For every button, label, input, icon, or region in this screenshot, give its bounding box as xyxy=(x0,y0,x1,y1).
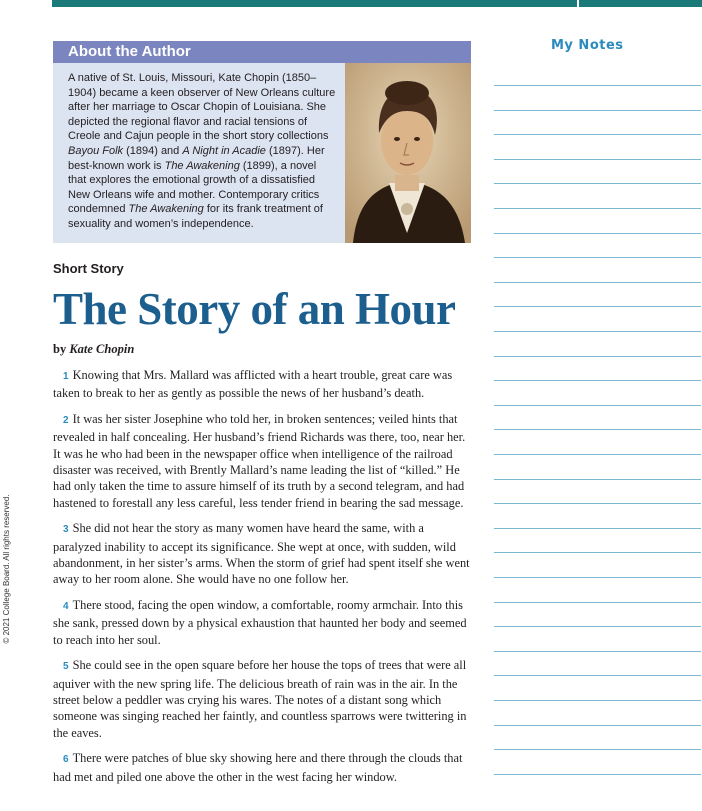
top-accent-bar xyxy=(52,0,577,7)
paragraph-number: 1 xyxy=(63,371,69,382)
notes-line[interactable] xyxy=(494,405,701,406)
notes-line[interactable] xyxy=(494,183,701,184)
about-author-text-run: (1894) and xyxy=(123,144,183,157)
about-author-line xyxy=(68,217,346,232)
about-author-text-run: 1904) became a keen observer of New Orleans culture xyxy=(68,86,336,99)
about-author-box xyxy=(53,41,471,243)
notes-line[interactable] xyxy=(494,110,701,111)
about-author-text-run: Creole and Cajun people in the short story collections xyxy=(68,130,329,143)
notes-line[interactable] xyxy=(494,552,701,553)
notes-line[interactable] xyxy=(494,208,701,209)
notes-line[interactable] xyxy=(494,528,701,529)
paragraph-number: 6 xyxy=(63,754,69,766)
about-author-text-run: New Orleans wife and mother. Contemporary critics xyxy=(68,188,320,201)
about-author-line xyxy=(68,71,346,86)
about-author-line xyxy=(68,173,346,188)
notes-line[interactable] xyxy=(494,602,701,603)
notes-line[interactable] xyxy=(494,577,701,578)
about-author-line xyxy=(68,129,346,144)
notes-line[interactable] xyxy=(494,356,701,357)
paragraph-text: She could see in the open square before her house the tops of trees that were all aquiver with the new spring life. The delicious breath of rain was in the air. In the street below a peddler was crying his wares. The notes of a distant song which someone was singing reached her faintly, and countless sparrows were twittering in the eaves. xyxy=(53,658,467,740)
story-title: The Story of an Hour xyxy=(53,284,456,334)
story-paragraph xyxy=(53,657,470,741)
story-paragraph xyxy=(53,520,470,588)
paragraph-number: 3 xyxy=(63,524,69,536)
paragraph-number: 2 xyxy=(63,414,69,426)
notes-line[interactable] xyxy=(494,282,701,283)
about-author-line xyxy=(68,100,346,115)
about-author-line xyxy=(68,115,346,130)
story-paragraph xyxy=(53,750,470,785)
story-paragraph xyxy=(53,411,470,511)
about-author-text-run: best-known work is xyxy=(68,159,165,172)
about-author-text-run: A native of St. Louis, Missouri, Kate Chopin (1850– xyxy=(68,72,317,84)
notes-line[interactable] xyxy=(494,134,701,135)
about-author-text-run: (1897). Her xyxy=(265,144,325,157)
notes-line[interactable] xyxy=(494,725,701,726)
notes-line[interactable] xyxy=(494,700,701,701)
about-author-line xyxy=(68,188,346,203)
about-author-text-run: condemned xyxy=(68,203,129,216)
notes-line[interactable] xyxy=(494,503,701,504)
about-author-line xyxy=(68,159,346,174)
story-paragraph xyxy=(53,597,470,648)
work-title: Bayou Folk xyxy=(68,144,124,157)
work-title: The Awakening xyxy=(164,159,240,172)
notes-line[interactable] xyxy=(494,331,701,332)
author-portrait-icon xyxy=(345,63,471,243)
notes-line[interactable] xyxy=(494,675,701,676)
notes-line[interactable] xyxy=(494,479,701,480)
about-author-heading: About the Author xyxy=(53,41,471,63)
notes-line[interactable] xyxy=(494,651,701,652)
paragraph-text: There were patches of blue sky showing here and there through the clouds that had met and piled one above the other in the west facing her window. xyxy=(53,751,463,784)
notes-line[interactable] xyxy=(494,454,701,455)
notes-line[interactable] xyxy=(494,306,701,307)
notes-line[interactable] xyxy=(494,380,701,381)
about-author-text-run: (1899), a novel xyxy=(239,159,317,172)
my-notes-heading: My Notes xyxy=(551,38,624,53)
notes-line[interactable] xyxy=(494,85,701,86)
notes-line[interactable] xyxy=(494,774,701,775)
notes-line[interactable] xyxy=(494,749,701,750)
copyright-notice: © 2021 College Board. All rights reserved. xyxy=(2,494,11,644)
paragraph-text: She did not hear the story as many women have heard the same, with a paralyzed inability to accept its significance. She wept at once, with sudden, wild abandonment, in her sister’s arms. When the storm of grief had spent itself she went away to her room alone. She would have no one follow her. xyxy=(53,521,470,587)
notes-line[interactable] xyxy=(494,626,701,627)
byline-author: Kate Chopin xyxy=(69,342,135,356)
notes-line[interactable] xyxy=(494,429,701,430)
about-author-line xyxy=(68,144,346,159)
genre-label: Short Story xyxy=(53,261,124,276)
about-author-text xyxy=(68,71,346,232)
paragraph-text: Knowing that Mrs. Mallard was afflicted with a heart trouble, great care was taken to break to her as gently as possible the news of her husband’s death. xyxy=(53,368,453,401)
notes-line[interactable] xyxy=(494,159,701,160)
byline-prefix: by xyxy=(53,342,70,356)
notes-line[interactable] xyxy=(494,233,701,234)
work-title: A Night in Acadie xyxy=(182,144,266,157)
about-author-text-run: that explores the emotional growth of a dissatisfied xyxy=(68,174,316,187)
paragraph-text: There stood, facing the open window, a comfortable, roomy armchair. Into this she sank, pressed down by a physical exhaustion that haunted her body and seemed to reach into her soul. xyxy=(53,597,467,647)
paragraph-number: 5 xyxy=(63,661,69,673)
about-author-text-run: for its frank treatment of xyxy=(203,203,323,216)
work-title: The Awakening xyxy=(128,203,204,216)
paragraph-text: It was her sister Josephine who told her, in broken sentences; veiled hints that revealed in half concealing. Her husband’s friend Richards was there, too, near her. It was he who had been in the newspaper office when intelligence of the railroad disaster was received, with Brently Mallard’s name leading the list of “killed.” He had only taken the time to assure himself of its truth by a second telegram, and had hastened to forestall any less careful, less tender friend in bearing the sad message. xyxy=(53,411,466,510)
notes-line[interactable] xyxy=(494,257,701,258)
story-body xyxy=(53,367,470,794)
about-author-line xyxy=(68,86,346,101)
story-paragraph xyxy=(53,367,470,402)
about-author-text-run: depicted the regional flavor and racial tensions of xyxy=(68,115,308,128)
top-accent-bar-notes xyxy=(579,0,702,7)
about-author-text-run: sexuality and women’s independence. xyxy=(68,217,254,230)
about-author-text-run: after her marriage to Oscar Chopin of Louisiana. She xyxy=(68,101,327,114)
byline xyxy=(53,342,134,357)
about-author-line xyxy=(68,202,346,217)
paragraph-number: 4 xyxy=(63,600,69,612)
